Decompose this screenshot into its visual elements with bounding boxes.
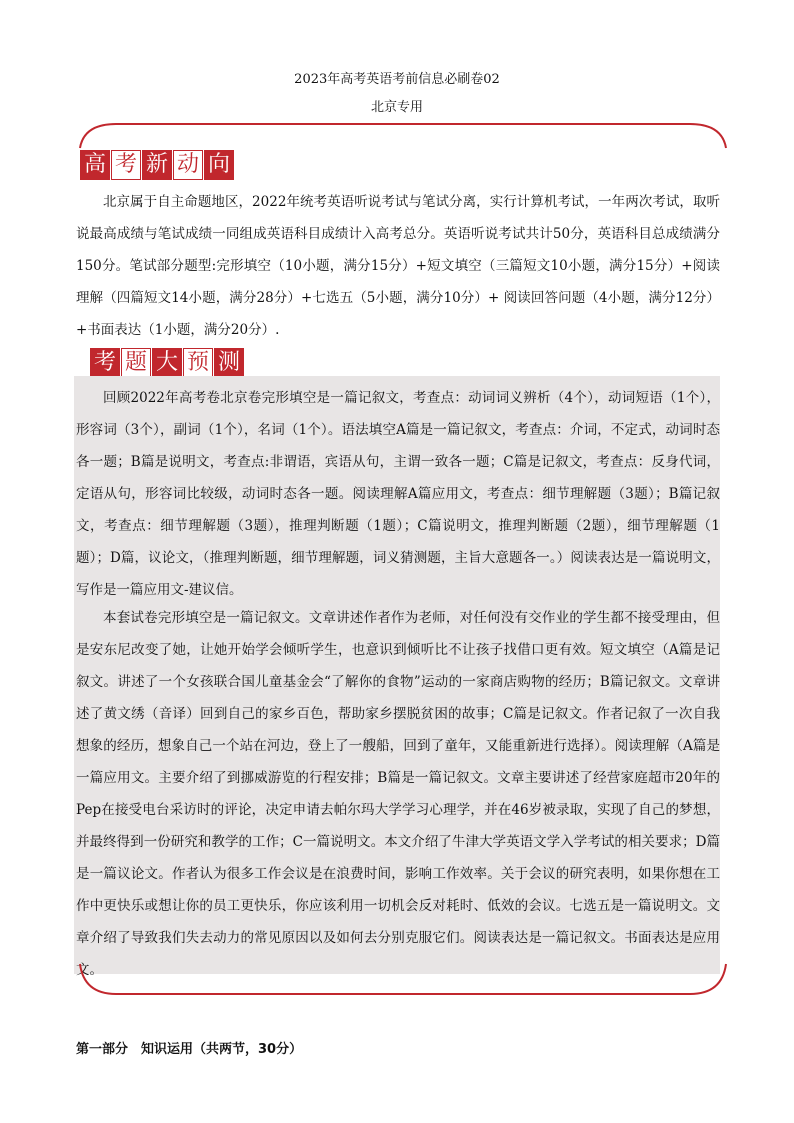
trend-paragraph: 北京属于自主命题地区，2022年统考英语听说考试与笔试分离，实行计算机考试，一年两次考试，取听说最高成绩与笔试成绩一同组成英语科目成绩计入高考总分。英语听说考试共计50分，英语科目总成绩满分150分。笔试部分题型:完形填空（10小题，满分15分）+短文填空（三篇短文10小题，满分15分）+阅读理解（四篇短文14小题，满分28分）+七选五（5小题，满分10分）+ 阅读回答问题（4小题，满分12分）+书面表达（1小题，满分20分）. bbox=[76, 194, 720, 338]
summary-paragraph: 本套试卷完形填空是一篇记叙文。文章讲述作者作为老师，对任何没有交作业的学生都不接受理由，但是安东尼改变了她，让她开始学会倾听学生，也意识到倾听比不让孩子找借口更有效。短文填空（A篇是记叙文。讲述了一个女孩联合国儿童基金会“了解你的食物”运动的一家商店购物的经历；B篇记叙文。文章讲述了黄文绣（音译）回到自己的家乡百色，帮助家乡摆脱贫困的故事；C篇是记叙文。作者记叙了一次自我想象的经历，想象自己一个站在河边，登上了一艘船，回到了童年，又能重新进行选择）。阅读理解（A篇是一篇应用文。主要介绍了到挪威游览的行程安排；B篇是一篇记叙文。文章主要讲述了经营家庭超市20年的Pep在接受电台采访时的评论，决定申请去帕尔玛大学学习心理学，并在46岁被录取，实现了自己的梦想，并最终得到一份研究和教学的工作；C一篇说明文。本文介绍了牛津大学英语文学入学考试的相关要求；D篇是一篇议论文。作者认为很多工作会议是在浪费时间，影响工作效率。关于会议的研究表明，如果你想在工作中更快乐或想让你的员工更快乐，你应该利用一切机会反对耗时、低效的会议。七选五是一篇说明文。文章介绍了导致我们失去动力的常见原因以及如何去分别克服它们。阅读表达是一篇记叙文。书面表达是应用文。 bbox=[76, 610, 720, 978]
badge-char: 大 bbox=[152, 348, 182, 378]
document-subtitle: 北京专用 bbox=[370, 100, 423, 115]
badge-char: 预 bbox=[183, 348, 213, 378]
document-title: 2023年高考英语考前信息必刷卷02 bbox=[294, 72, 500, 87]
badge-char: 新 bbox=[142, 150, 172, 180]
badge-char: 题 bbox=[121, 348, 151, 378]
review-paragraph: 回顾2022年高考卷北京卷完形填空是一篇记叙文，考查点：动词词义辨析（4个），动词短语（1个），形容词（3个），副词（1个），名词（1个）。语法填空A篇是一篇记叙文，考查点：介词，不定式，动词时态各一题；B篇是说明文，考查点:非谓语，宾语从句，主谓一致各一题；C篇是记叙文，考查点：反身代词，定语从句，形容词比较级，动词时态各一题。阅读理解A篇应用文，考查点：细节理解题（3题）；B篇记叙文，考查点：细节理解题（3题），推理判断题（1题）；C篇说明文，推理判断题（2题），细节理解题（1题）；D篇，议论文，（推理判断题，细节理解题，词义猜测题，主旨大意题各一。）阅读表达是一篇说明文，写作是一篇应用文-建议信。 bbox=[76, 390, 720, 598]
badge-char: 高 bbox=[80, 150, 110, 180]
badge-char: 考 bbox=[111, 150, 141, 180]
trend-badge bbox=[80, 144, 235, 180]
predict-badge bbox=[90, 342, 245, 378]
badge-char: 考 bbox=[90, 348, 120, 378]
badge-char: 测 bbox=[214, 348, 244, 378]
bottom-frame-ornament bbox=[76, 960, 730, 1000]
part-heading: 第一部分 知识运用（共两节，30分） bbox=[76, 1042, 303, 1057]
badge-char: 向 bbox=[204, 150, 234, 180]
badge-char: 动 bbox=[173, 150, 203, 180]
